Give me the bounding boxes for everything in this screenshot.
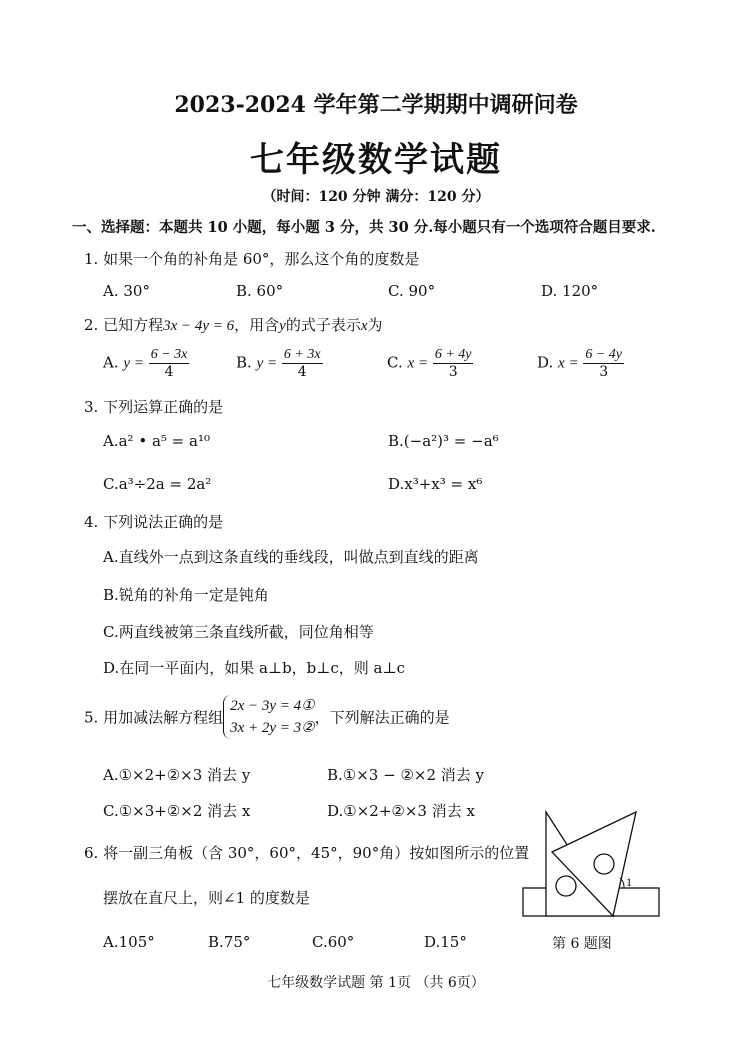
question-3-option-a: A.a² • a⁵ = a¹⁰ <box>103 432 210 450</box>
exam-header: 2023-2024 学年第二学期期中调研问卷 <box>174 92 578 118</box>
fraction: $\frac{6 + 4y}{3}$ <box>434 347 472 380</box>
question-4-stem: 4. 下列说法正确的是 <box>84 513 224 531</box>
question-2-stem: 2. 已知方程3x − 4y = 6，用含y的式子表示x为 <box>84 316 383 334</box>
question-5-option-b: B.①×3 − ②×2 消去 y <box>327 766 485 784</box>
section-heading: 一、选择题：本题共 10 小题，每小题 3 分，共 30 分.每小题只有一个选项符合题目要求. <box>72 219 656 236</box>
page-footer: 七年级数学试题 第 1页 （共 6页） <box>267 975 485 991</box>
question-4-option-c: C.两直线被第三条直线所截，同位角相等 <box>103 623 374 641</box>
question-6-option-a: A.105° <box>103 933 155 951</box>
question-1-option-a: A. 30° <box>103 282 150 300</box>
question-2-option-b: B. y = $\frac{6 + 3x}{4}$ <box>236 347 321 380</box>
question-4-option-b: B.锐角的补角一定是钝角 <box>103 586 269 604</box>
question-2-option-d: D. x = $\frac{6 - 4y}{3}$ <box>537 347 623 380</box>
question-3-option-d: D.x³+x³ = x⁶ <box>388 475 483 493</box>
question-5-option-a: A.①×2+②×3 消去 y <box>103 766 251 784</box>
fraction: $\frac{6 + 3x}{4}$ <box>283 347 321 380</box>
question-3-option-b: B.(−a²)³ = −a⁶ <box>388 432 499 450</box>
equation-system: 2x − 3y = 4① 3x + 2y = 3② <box>223 695 315 739</box>
question-6-option-b: B.75° <box>208 933 251 951</box>
fraction: $\frac{6 - 3x}{4}$ <box>150 347 188 380</box>
angle-1-label: 1 <box>626 875 632 889</box>
question-1-option-d: D. 120° <box>541 282 599 300</box>
question-1-stem: 1. 如果一个角的补角是 60°，那么这个角的度数是 <box>84 250 420 268</box>
question-5-stem: 5. 用加减法解方程组 2x − 3y = 4① 3x + 2y = 3② ，下列解法正确的是 <box>84 695 450 739</box>
triangle-hole <box>556 876 576 896</box>
question-2-option-c: C. x = $\frac{6 + 4y}{3}$ <box>387 347 472 380</box>
question-6-stem-line1: 6. 将一副三角板（含 30°，60°，45°，90°角）按如图所示的位置 <box>84 844 530 862</box>
question-5-option-c: C.①×3+②×2 消去 x <box>103 802 251 820</box>
question-2-option-a: A. y = $\frac{6 - 3x}{4}$ <box>103 347 188 380</box>
question-4-option-a: A.直线外一点到这条直线的垂线段，叫做点到直线的距离 <box>103 548 479 566</box>
question-5-option-d: D.①×2+②×3 消去 x <box>327 802 475 820</box>
question-3-option-c: C.a³÷2a = 2a² <box>103 475 212 493</box>
figure-caption: 第 6 题图 <box>552 936 612 952</box>
question-1-option-c: C. 90° <box>388 282 436 300</box>
question-1-option-b: B. 60° <box>236 282 284 300</box>
exam-title: 七年级数学试题 <box>250 140 502 180</box>
question-6-stem-line2: 摆放在直尺上，则∠1 的度数是 <box>103 889 310 907</box>
question-4-option-d: D.在同一平面内，如果 a⊥b，b⊥c，则 a⊥c <box>103 659 406 677</box>
question-3-stem: 3. 下列运算正确的是 <box>84 398 224 416</box>
triangle-hole <box>594 854 614 874</box>
question-6-option-d: D.15° <box>424 933 467 951</box>
fraction: $\frac{6 - 4y}{3}$ <box>585 347 623 380</box>
equation: 3x − 4y = 6 <box>163 318 235 334</box>
exam-info: （时间：120 分钟 满分：120 分） <box>262 189 490 205</box>
question-6-option-c: C.60° <box>312 933 355 951</box>
triangle-ruler-figure <box>518 806 664 922</box>
